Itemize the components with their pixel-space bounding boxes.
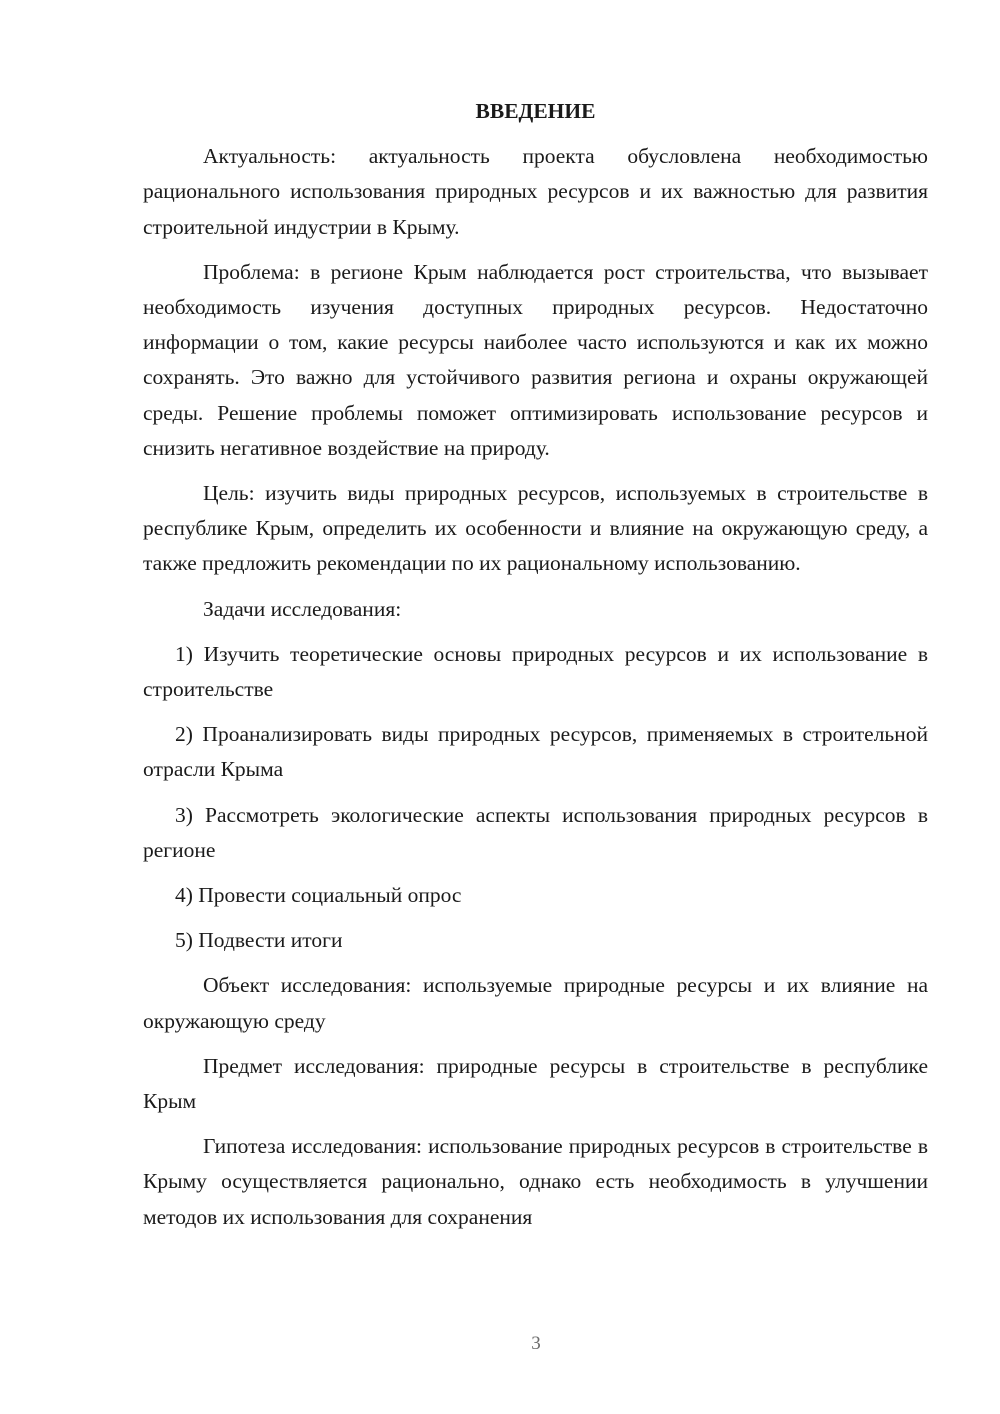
subject-paragraph: Предмет исследования: природные ресурсы в строительстве в республике Крым (143, 1053, 928, 1114)
goal-paragraph: Цель: изучить виды природных ресурсов, используемых в строительстве в республике Крым, определить их особенности и влияние на окружающую среду, а также предложить рекомендации по их рациональному использованию. (143, 481, 928, 576)
task-item-1: 1) Изучить теоретические основы природных ресурсов и их использование в строительстве (143, 641, 928, 702)
document-body (143, 94, 928, 1245)
section-title: ВВЕДЕНИЕ (475, 99, 596, 123)
task-item-5: 5) Подвести итоги (175, 928, 343, 953)
task-item-3: 3) Рассмотреть экологические аспекты использования природных ресурсов в регионе (143, 802, 928, 862)
task-item-4: 4) Провести социальный опрос (175, 883, 462, 908)
object-paragraph: Объект исследования: используемые природные ресурсы и их влияние на окружающую среду (143, 973, 928, 1033)
problem-paragraph: Проблема: в регионе Крым наблюдается рост строительства, что вызывает необходимость изучения доступных природных ресурсов. Недостаточно информации о том, какие ресурсы наиболее часто используются и как их можно сохранять. Это важно для устойчивого развития региона и охраны окружающей среды. Решение проблемы поможет оптимизировать использование ресурсов и снизить негативное воздействие на природу. (143, 259, 928, 460)
relevance-paragraph: Актуальность: актуальность проекта обусловлена необходимостью рационального использования природных ресурсов и их важностью для развития строительной индустрии в Крыму. (143, 144, 928, 239)
hypothesis-paragraph: Гипотеза исследования: использование природных ресурсов в строительстве в Крыму осуществляется рационально, однако есть необходимость в улучшении методов их использования для сохранения (143, 1134, 928, 1229)
task-item-2: 2) Проанализировать виды природных ресурсов, применяемых в строительной отрасли Крыма (143, 722, 928, 782)
tasks-heading: Задачи исследования: (203, 596, 402, 621)
page-number: 3 (531, 1333, 541, 1354)
